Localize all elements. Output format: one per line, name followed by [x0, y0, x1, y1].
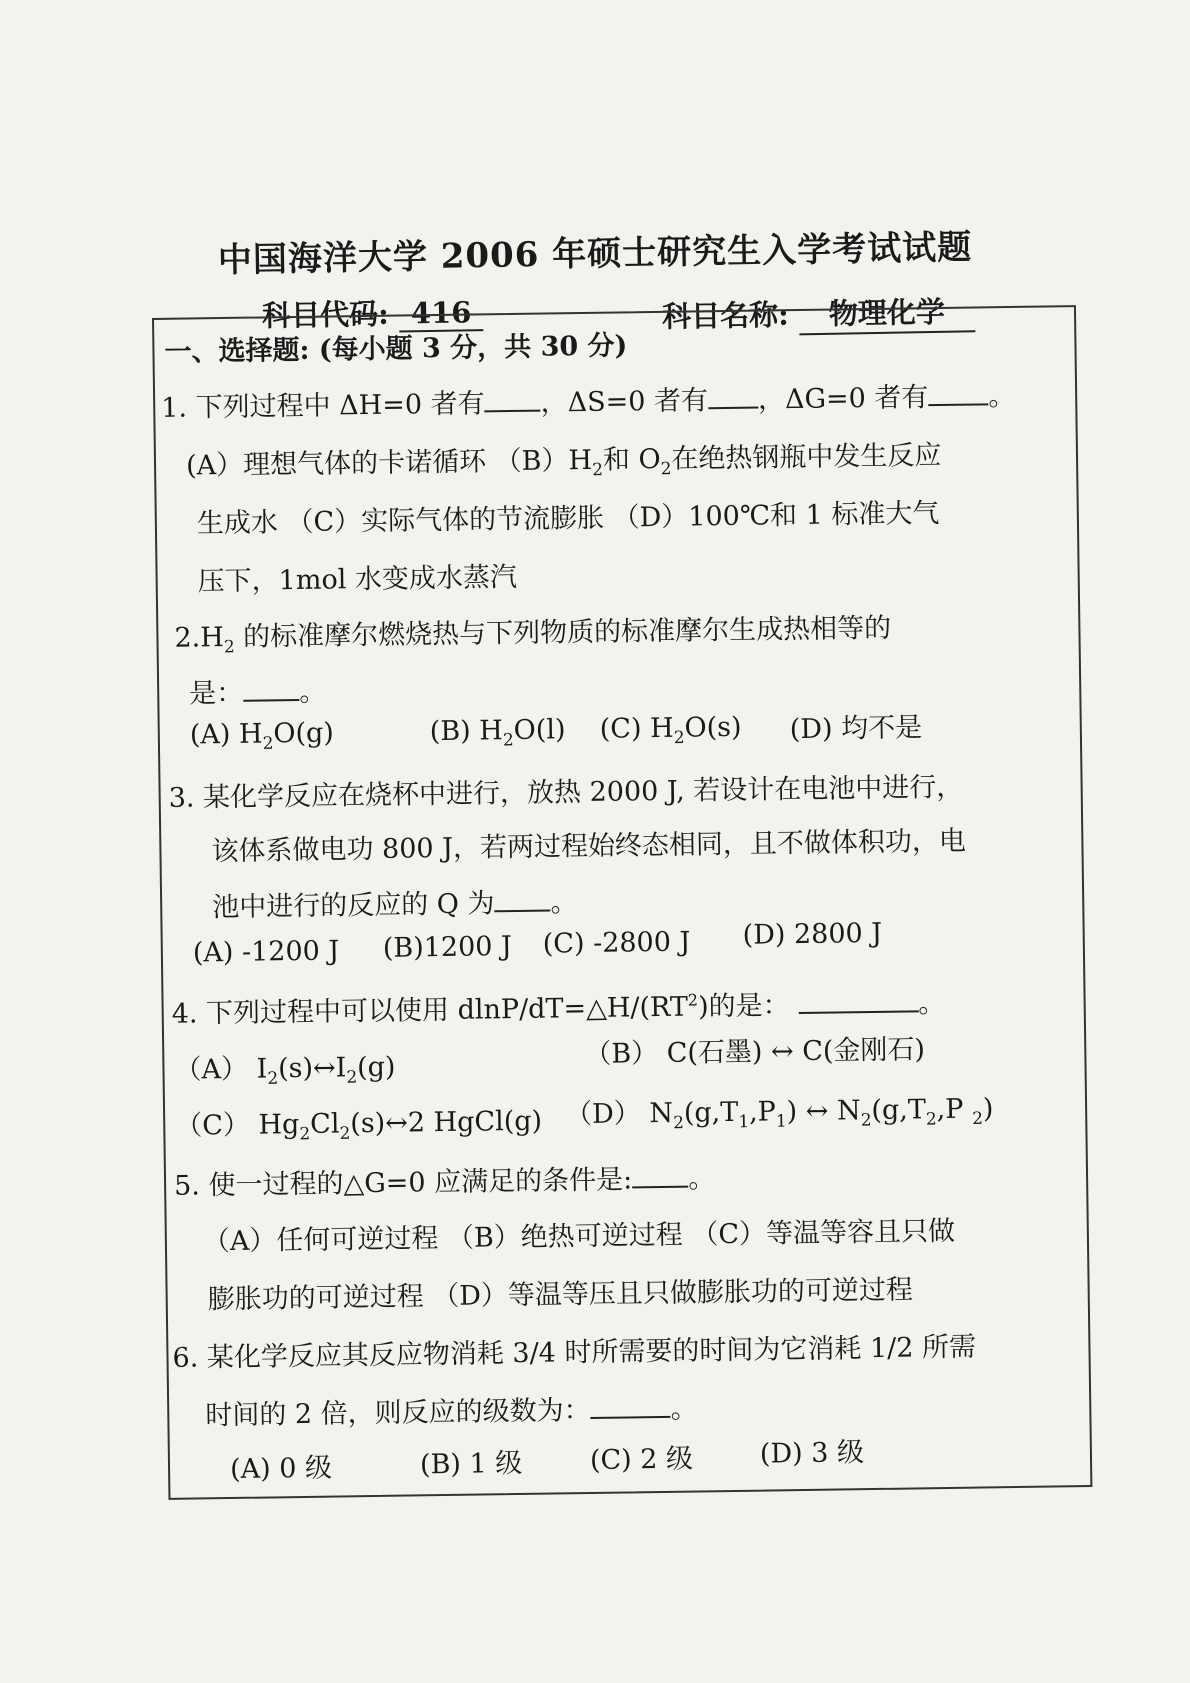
q2-opt: (B) H	[429, 715, 504, 748]
q3-text: 。	[550, 887, 578, 919]
q4-opt: (g)	[356, 1051, 396, 1084]
question-2-stem-line-2	[189, 670, 327, 711]
q2-opt: O(s)	[684, 711, 742, 744]
question-4-option-d: （D） $N_2(g,T_1,P_1)$ ↔ $N_2(g,T_2,P$ $_2$)	[564, 1093, 994, 1134]
q2-text: 是：	[189, 677, 244, 710]
question-3-stem-line-3	[212, 880, 578, 924]
q4-opt: ,P	[748, 1096, 777, 1128]
q4-opt: （C） Hg	[175, 1109, 300, 1142]
question-2-option-b: (B) $H_2O(l)$	[429, 714, 566, 751]
q1-opt-text: 在绝热钢瓶中发生反应	[671, 439, 942, 475]
question-3-option-a: (A) -1200 J	[192, 935, 340, 969]
question-box	[152, 305, 1092, 1500]
q4-opt: （A） I	[174, 1053, 268, 1086]
q4-sub: 2	[972, 1108, 984, 1130]
answer-blank	[798, 988, 918, 1014]
q4-sub: 1	[775, 1111, 787, 1132]
q1-text-b: ，ΔS=0 者有	[540, 385, 709, 419]
q4-text: )的是：	[697, 990, 790, 1023]
question-2-stem: $2.H_2$ 的标准摩尔燃烧热与下列物质的标准摩尔生成热相等的	[174, 612, 892, 658]
question-4-stem	[171, 981, 945, 1031]
q4-opt: ) ↔ N	[786, 1095, 861, 1128]
subject-name-label: 科目名称:	[661, 297, 790, 334]
q4-opt: Cl	[309, 1108, 340, 1140]
question-6-stem-line-2	[205, 1386, 698, 1432]
answer-blank	[494, 887, 550, 912]
question-3-stem-line-2: 该体系做电功 800 J，若两过程始终态相同，且不做体积功，电	[211, 825, 967, 868]
q1-opt-text: (A）理想气体的卡诺循环 （B）H	[185, 444, 593, 482]
q2-opt: O(g)	[273, 717, 335, 750]
question-3-stem: 3. 某化学反应在烧杯中进行，放热 2000 J, 若设计在电池中进行，	[168, 771, 964, 814]
q2-opt: (A) H	[189, 718, 263, 751]
answer-blank	[243, 677, 299, 702]
answer-blank	[484, 388, 540, 413]
question-4-option-b: （B） C(石墨) ↔ C(金刚石)	[584, 1034, 926, 1071]
q3-text: 池中进行的反应的 Q 为	[212, 888, 495, 924]
q2-opt: O(l)	[513, 714, 566, 746]
q2-opt: (C) H	[599, 712, 674, 745]
q4-text: 4. 下列过程中可以使用 dlnP/dT=△H/(RT	[171, 991, 689, 1030]
q4-sub: 2	[925, 1109, 937, 1130]
question-1-options-line-2: 生成水 （C）实际气体的节流膨胀 （D）100℃和 1 标准大气	[196, 498, 940, 540]
section-heading: 一、选择题: (每小题 3 分，共 30 分)	[164, 330, 628, 368]
question-1-options-line-1: (A）理想气体的卡诺循环 $(B)H_2$和 $O_2$在绝热钢瓶中发生反应	[185, 439, 942, 482]
q5-text: 。	[688, 1163, 716, 1195]
q2-text: 2.H	[174, 622, 224, 654]
subject-code-label: 科目代码:	[261, 296, 390, 333]
q6-text: 时间的 2 倍，则反应的级数为：	[205, 1394, 591, 1432]
q4-sup: 2	[687, 990, 699, 1010]
q4-sub: 1	[738, 1112, 750, 1133]
question-3-option-b: (B)1200 J	[382, 931, 513, 964]
question-5-stem	[174, 1156, 716, 1203]
q2-text: 。	[299, 676, 327, 708]
q4-opt: (g,T	[871, 1094, 927, 1127]
subject-code-value: 416	[399, 295, 484, 332]
q2-text: 的标准摩尔燃烧热与下列物质的标准摩尔生成热相等的	[234, 612, 892, 653]
question-5-options-line-1: （A）任何可逆过程 （B）绝热可逆过程 （C）等温等容且只做	[202, 1215, 956, 1258]
question-2-option-c: (C) $H_2O(s)$	[599, 711, 742, 749]
q1-text-c: ，ΔG=0 者有	[757, 382, 929, 416]
question-4-option-c: （C） $Hg_2Cl_2(s)\leftrightarrow 2$ HgCl(g)	[175, 1105, 543, 1145]
subject-name-value: 物理化学	[798, 289, 975, 335]
question-6-option-d: (D) 3 级	[759, 1437, 865, 1470]
question-6-option-a: (A) 0 级	[229, 1452, 333, 1486]
question-6-stem: 6. 某化学反应其反应物消耗 3/4 时所需要的时间为它消耗 1/2 所需	[172, 1331, 977, 1374]
question-5-options-line-2: 膨胀功的可逆过程 （D）等温等压且只做膨胀功的可逆过程	[207, 1274, 914, 1316]
question-1-stem	[161, 374, 1016, 425]
q1-text-d: 。	[988, 380, 1016, 413]
q5-text: 5. 使一过程的△G=0 应满足的条件是:	[173, 1164, 633, 1202]
answer-blank	[708, 385, 758, 410]
q4-text: 。	[917, 987, 946, 1020]
q4-opt: )	[982, 1093, 994, 1125]
q4-opt: (g,T	[683, 1096, 739, 1129]
q4-opt: ,P	[936, 1093, 973, 1126]
question-2-option-a: (A) $H_2O(g)$	[189, 717, 335, 754]
answer-blank	[590, 1394, 670, 1419]
q4-opt: (s)↔I	[277, 1052, 347, 1085]
answer-blank	[632, 1164, 688, 1189]
question-6-option-c: (C) 2 级	[589, 1443, 694, 1476]
q1-text-a: 1. 下列过程中 ΔH=0 者有	[161, 388, 485, 424]
question-3-option-d: (D) 2800 J	[742, 917, 883, 951]
question-4-option-a: （A） $I_2(s)\leftrightarrow I_2(g)$	[174, 1051, 396, 1089]
q1-opt-text: 和 O	[602, 443, 661, 476]
exam-title: 中国海洋大学 2006 年硕士研究生入学考试试题	[217, 227, 973, 281]
q4-opt: （D） N	[564, 1097, 674, 1131]
question-2-option-d: (D) 均不是	[789, 712, 923, 746]
q6-text: 。	[670, 1393, 698, 1425]
question-6-option-b: (B) 1 级	[419, 1447, 523, 1481]
q4-opt: (s)↔2 HgCl(g)	[350, 1105, 543, 1140]
question-1-options-line-3: 压下，1mol 水变成水蒸汽	[197, 561, 518, 598]
answer-blank	[928, 381, 988, 406]
question-3-option-c: (C) -2800 J	[542, 926, 691, 960]
